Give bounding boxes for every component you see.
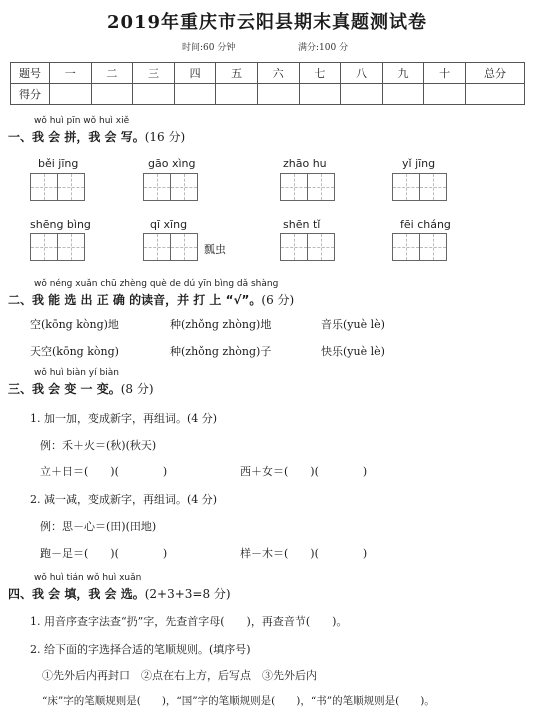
score-cell[interactable]: [91, 84, 133, 105]
section3-title: [8, 380, 154, 397]
section1-title-text: 一、我 会 拼，我 会 写。: [8, 130, 145, 144]
grid-cell[interactable]: [280, 173, 308, 201]
grid-cell[interactable]: [143, 233, 171, 261]
header-cell: 题号: [11, 63, 50, 84]
grid-cell[interactable]: [392, 233, 420, 261]
time-limit: 时间:60 分钟: [182, 43, 236, 53]
fill-blank[interactable]: 立＋日＝( )( ): [40, 465, 168, 478]
writing-grid[interactable]: [30, 233, 85, 261]
score-cell[interactable]: [133, 84, 175, 105]
score-cell[interactable]: [174, 84, 216, 105]
score-row-label: 得分: [11, 84, 50, 105]
grid-cell[interactable]: [307, 233, 335, 261]
score-cell[interactable]: [257, 84, 299, 105]
writing-grid[interactable]: [143, 173, 198, 201]
score-cell[interactable]: [216, 84, 258, 105]
score-cell[interactable]: [424, 84, 466, 105]
header-cell: 总分: [466, 63, 525, 84]
score-table-score-row: [11, 84, 525, 105]
section1-title: [8, 128, 185, 145]
header-cell: 六: [257, 63, 299, 84]
grid-cell[interactable]: [307, 173, 335, 201]
grid-cell[interactable]: [30, 233, 58, 261]
header-cell: 十: [424, 63, 466, 84]
section3-points: (8 分): [120, 382, 154, 396]
choice-item[interactable]: 天空(kōng kòng): [30, 345, 119, 358]
writing-grid[interactable]: [392, 173, 447, 201]
question-text: 2. 减一减，变成新字，再组词。(4 分): [30, 493, 218, 506]
section2-points: (6 分): [261, 293, 295, 307]
score-cell[interactable]: [341, 84, 383, 105]
writing-grid[interactable]: [143, 233, 198, 261]
fill-blank[interactable]: 西＋女＝( )( ): [240, 465, 368, 478]
choice-item[interactable]: 空(kōng kòng)地: [30, 318, 119, 331]
grid-cell[interactable]: [419, 173, 447, 201]
grid-cell[interactable]: [170, 173, 198, 201]
pinyin-label: zhāo hu: [283, 157, 327, 170]
section3-pinyin: wǒ huì biàn yí biàn: [34, 368, 119, 378]
grid-cell[interactable]: [30, 173, 58, 201]
writing-grid[interactable]: [30, 173, 85, 201]
fill-blank[interactable]: “床”字的笔顺规则是( )，“国”字的笔顺规则是( )，“书”的笔顺规则是( )。: [42, 695, 435, 707]
choice-item[interactable]: 快乐(yuè lè): [321, 345, 385, 358]
pinyin-label: běi jīng: [38, 157, 79, 170]
paper-title: 2019年重庆市云阳县期末真题测试卷: [106, 12, 428, 33]
choice-item[interactable]: 种(zhǒng zhòng)子: [170, 345, 272, 358]
example-text: 例：禾＋火＝(秋)(秋天): [40, 439, 157, 452]
option-list: ①先外后内再封口 ②点在右上方，后写点 ③先外后内: [42, 669, 317, 682]
section3-title-text: 三、我 会 变 一 变。: [8, 382, 121, 396]
question-text: 2. 给下面的字选择合适的笔顺规则。(填序号): [30, 643, 251, 656]
question-text: 1. 加一加，变成新字，再组词。(4 分): [30, 412, 218, 425]
grid-cell[interactable]: [57, 233, 85, 261]
score-cell[interactable]: [299, 84, 341, 105]
grid-cell[interactable]: [392, 173, 420, 201]
grid-suffix-text: 瓢虫: [204, 243, 226, 256]
fill-blank[interactable]: 跑－足＝( )( ): [40, 547, 168, 560]
grid-cell[interactable]: [170, 233, 198, 261]
pinyin-label: qī xīng: [150, 218, 188, 231]
header-cell: 九: [382, 63, 424, 84]
grid-cell[interactable]: [280, 233, 308, 261]
grid-cell[interactable]: [57, 173, 85, 201]
section1-points: (16 分): [144, 130, 186, 144]
writing-grid[interactable]: [280, 233, 335, 261]
score-table-header-row: [11, 63, 525, 84]
header-cell: 七: [299, 63, 341, 84]
header-cell: 四: [174, 63, 216, 84]
question-text[interactable]: 1. 用音序查字法查“扔”字，先查首字母( )，再查音节( )。: [30, 615, 348, 628]
grid-cell[interactable]: [419, 233, 447, 261]
pinyin-label: shēng bìng: [30, 218, 91, 231]
score-cell[interactable]: [50, 84, 92, 105]
pinyin-label: shēn tǐ: [283, 218, 321, 231]
section4-points: (2+3+3=8 分): [144, 587, 231, 601]
writing-grid[interactable]: [280, 173, 335, 201]
score-cell[interactable]: [382, 84, 424, 105]
section4-title: [8, 585, 231, 602]
section2-title-text: 二、我 能 选 出 正 确 的读音，并 打 上 “√”。: [8, 293, 262, 307]
header-cell: 五: [216, 63, 258, 84]
pinyin-label: fēi cháng: [400, 218, 451, 231]
pinyin-label: yǐ jīng: [402, 157, 436, 170]
header-cell: 三: [133, 63, 175, 84]
section4-pinyin: wǒ huì tián wǒ huì xuǎn: [34, 573, 142, 583]
header-cell: 一: [50, 63, 92, 84]
section2-pinyin: wǒ néng xuǎn chū zhèng què de dú yīn bìng dǎ shàng: [34, 279, 279, 289]
fill-blank[interactable]: 样－木＝( )( ): [240, 547, 368, 560]
header-cell: 二: [91, 63, 133, 84]
score-cell[interactable]: [466, 84, 525, 105]
choice-item[interactable]: 种(zhǒng zhòng)地: [170, 318, 272, 331]
grid-cell[interactable]: [143, 173, 171, 201]
header-cell: 八: [341, 63, 383, 84]
score-table: [10, 62, 525, 105]
section2-title: [8, 291, 294, 308]
section1-pinyin: wǒ huì pīn wǒ huì xiě: [34, 116, 130, 126]
pinyin-label: gāo xìng: [148, 157, 196, 170]
writing-grid[interactable]: [392, 233, 447, 261]
full-score: 满分:100 分: [298, 43, 349, 53]
example-text: 例：思－心＝(田)(田地): [40, 520, 157, 533]
section4-title-text: 四、我 会 填，我 会 选。: [8, 587, 145, 601]
choice-item[interactable]: 音乐(yuè lè): [321, 318, 385, 331]
